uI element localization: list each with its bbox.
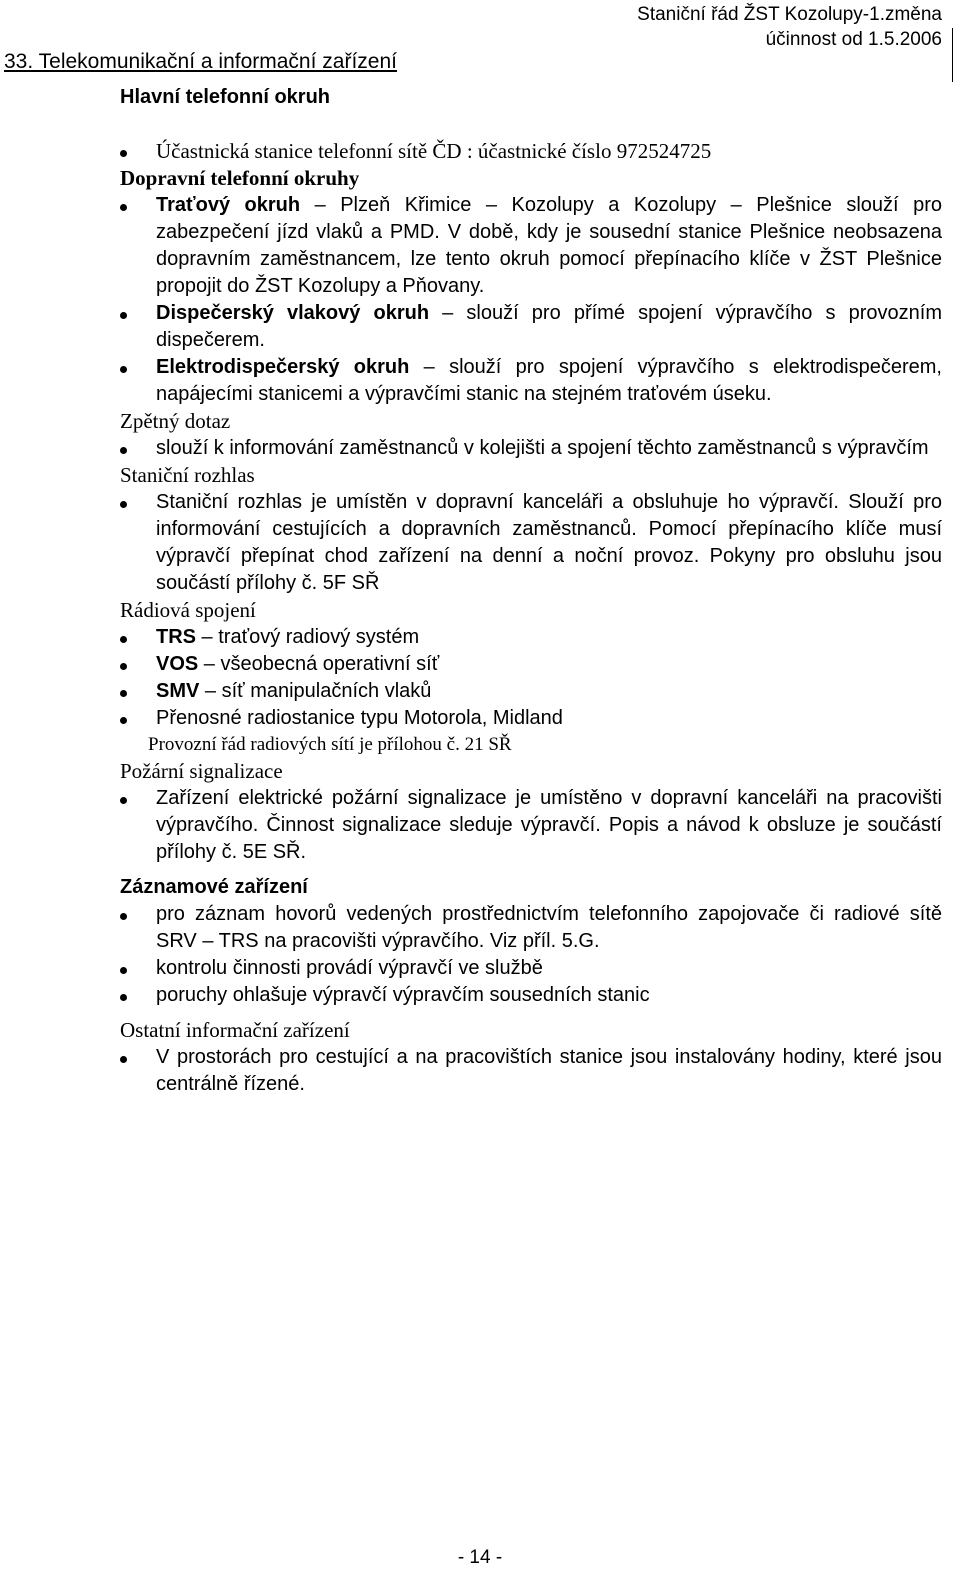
list-item: [120, 354, 942, 408]
radio-note: Provozní řád radiových sítí je přílohou č. 21 SŘ: [148, 734, 512, 755]
list-item: [120, 785, 942, 866]
list-item-term: VOS: [156, 653, 199, 675]
header-line-2: účinnost od 1.5.2006: [765, 29, 942, 50]
section-heading-callback: Zpětný dotaz: [120, 409, 231, 433]
bullet-icon: [120, 1056, 127, 1063]
list-item-text: slouží k informování zaměstnanců v kolejišti a spojení těchto zaměstnanců s výpravčím: [156, 437, 929, 459]
bullet-icon: [120, 636, 127, 643]
list-item-term: Traťový okruh: [156, 194, 301, 216]
list-item: [120, 651, 942, 678]
list-item-term: SMV: [156, 680, 200, 702]
page-number: - 14 -: [457, 1547, 503, 1568]
list-item-text: – slouží pro přímé spojení výpravčího s provozním dispečerem.: [156, 302, 943, 351]
section-heading-main-line: Hlavní telefonní okruh: [120, 86, 331, 108]
list-item-text: kontrolu činnosti provádí výpravčí ve službě: [156, 957, 543, 979]
list-item: [120, 705, 942, 732]
list-item: [120, 1044, 942, 1098]
list-item: [120, 955, 942, 982]
bullet-icon: [120, 967, 127, 974]
list-item: [120, 138, 942, 165]
list-item-text: poruchy ohlašuje výpravčí výpravčím sousedních stanic: [156, 984, 650, 1006]
list-item-text: V prostorách pro cestující a na pracovištích stanice jsou instalovány hodiny, které jsou centrálně řízené.: [156, 1046, 942, 1095]
section-heading-fire-alarm: Požární signalizace: [120, 759, 283, 783]
section-heading-traffic-lines: Dopravní telefonní okruhy: [120, 166, 360, 190]
list-item: [120, 435, 942, 462]
chapter-title: 33. Telekomunikační a informační zařízení: [4, 50, 397, 73]
bullet-icon: [120, 913, 127, 920]
list-item-text: – slouží pro spojení výpravčího s elektrodispečerem, napájecími stanicemi a výpravčími stanic na stejném traťovém úseku.: [156, 356, 942, 405]
list-item-term: TRS: [156, 626, 196, 648]
list-item: [120, 982, 942, 1009]
bullet-icon: [120, 797, 127, 804]
list-item: [120, 901, 942, 955]
document-body: [120, 138, 942, 1098]
list-item-text: – Plzeň Křimice – Kozolupy a Kozolupy – Plešnice slouží pro zabezpečení jízd vlaků a PMD. V době, kdy je sousední stanice Plešnice neobsazena dopravním zaměstnancem, lze tento okruh pomocí přepínacího klíče v ŽST Plešnice propojit do ŽST Kozolupy a Pňovany.: [156, 194, 942, 297]
list-item-term: Dispečerský vlakový okruh: [156, 302, 430, 324]
list-item-text: – traťový radiový systém: [196, 626, 420, 648]
bullet-icon: [120, 717, 127, 724]
list-item: [120, 624, 942, 651]
list-item-text: Přenosné radiostanice typu Motorola, Midland: [156, 707, 563, 729]
header-line-1: Staniční řád ŽST Kozolupy-1.změna: [637, 4, 942, 25]
list-item: [120, 678, 942, 705]
bullet-icon: [120, 447, 127, 454]
list-item-term: Elektrodispečerský okruh: [156, 356, 410, 378]
bullet-icon: [120, 312, 127, 319]
header-vertical-rule: [952, 28, 953, 82]
bullet-icon: [120, 501, 127, 508]
list-item-text: – všeobecná operativní síť: [198, 653, 440, 675]
section-heading-other: Ostatní informační zařízení: [120, 1018, 350, 1042]
bullet-icon: [120, 366, 127, 373]
list-item-text: pro záznam hovorů vedených prostřednictvím telefonního zapojovače či radiové sítě SRV – TRS na pracovišti výpravčího. Viz příl. 5.G.: [156, 903, 942, 952]
list-item-text: Účastnická stanice telefonní sítě ČD : účastnické číslo 972524725: [156, 139, 712, 163]
list-item: [120, 300, 942, 354]
bullet-icon: [120, 690, 127, 697]
list-item-text: Staniční rozhlas je umístěn v dopravní kanceláři a obsluhuje ho výpravčí. Slouží pro informování cestujících a dopravních zaměstnanců. Pomocí přepínacího klíče musí výpravčí přepínat chod zařízení na denní a noční provoz. Pokyny pro obsluhu jsou součástí přílohy č. 5F SŘ: [156, 491, 942, 594]
bullet-icon: [120, 204, 127, 211]
list-item: [120, 192, 942, 300]
list-item-text: Zařízení elektrické požární signalizace je umístěno v dopravní kanceláři na pracovišti výpravčího. Činnost signalizace sleduje výpravčí. Popis a návod k obsluze je součástí přílohy č. 5E SŘ.: [156, 787, 942, 863]
bullet-icon: [120, 150, 127, 157]
section-heading-public-address: Staniční rozhlas: [120, 463, 255, 487]
section-heading-recording: Záznamové zařízení: [120, 876, 308, 898]
section-heading-radio: Rádiová spojení: [120, 598, 256, 622]
document-header: [600, 2, 942, 52]
list-item-text: – síť manipulačních vlaků: [199, 680, 432, 702]
bullet-icon: [120, 994, 127, 1001]
list-item: [120, 489, 942, 597]
bullet-icon: [120, 663, 127, 670]
